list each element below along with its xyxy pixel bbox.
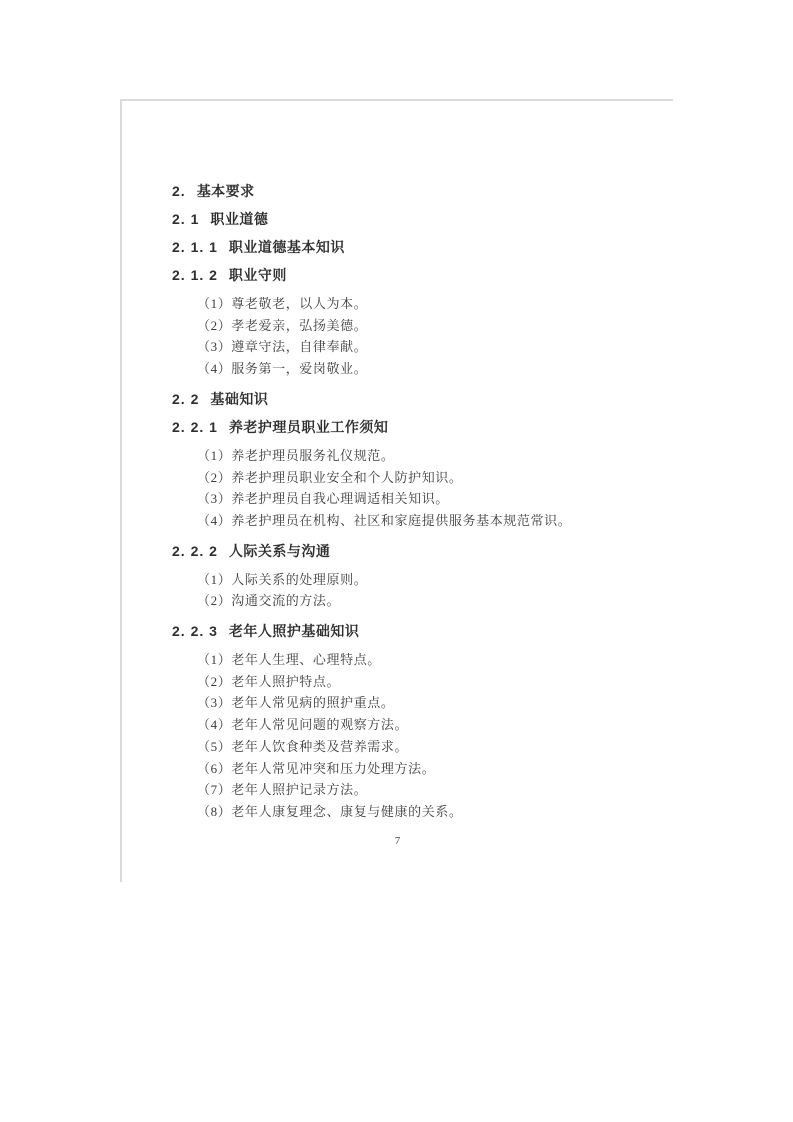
page-number: 7 — [394, 834, 401, 847]
section-heading — [122, 622, 673, 640]
list-item: （1）人际关系的处理原则。 — [197, 571, 368, 587]
list-item: （7）老年人照护记录方法。 — [197, 782, 368, 798]
section-title: 基础知识 — [210, 390, 269, 407]
numbered-list — [122, 649, 673, 823]
section-heading — [122, 390, 673, 408]
numbered-list — [122, 445, 673, 532]
list-item: （5）老年人饮食种类及营养需求。 — [197, 738, 409, 754]
section-number: 2. 2. 2 — [172, 542, 218, 559]
numbered-list — [122, 569, 673, 612]
list-item: （1）尊老敬老，以人为本。 — [197, 296, 368, 311]
list-item: （4）养老护理员在机构、社区和家庭提供服务基本规范常识。 — [197, 512, 572, 528]
document-content — [122, 101, 673, 823]
list-item: （2）孝老爱亲，弘扬美德。 — [197, 317, 368, 333]
section-heading — [122, 266, 673, 284]
section-number: 2. 2. 1 — [172, 418, 218, 435]
section-heading — [122, 238, 673, 256]
section-heading — [122, 542, 673, 560]
section-title: 职业道德基本知识 — [228, 239, 345, 255]
section-title: 养老护理员职业工作须知 — [228, 418, 389, 435]
list-item: （3）老年人常见病的照护重点。 — [197, 695, 395, 711]
section-number: 2. 1. 2 — [172, 267, 218, 283]
list-item: （8）老年人康复理念、康复与健康的关系。 — [197, 803, 463, 819]
document-page — [120, 99, 673, 882]
section-number: 2. 1 — [172, 211, 200, 227]
list-item: （3）遵章守法，自律奉献。 — [197, 339, 368, 355]
list-item: （1）养老护理员服务礼仪规范。 — [197, 447, 395, 463]
section-number: 2. 1. 1 — [172, 239, 218, 255]
section-heading — [122, 418, 673, 436]
list-item: （4）老年人常见问题的观察方法。 — [197, 717, 409, 733]
section-title: 基本要求 — [196, 183, 255, 199]
list-item: （2）沟通交流的方法。 — [197, 593, 341, 609]
list-item: （4）服务第一，爱岗敬业。 — [197, 361, 368, 377]
section-number: 2. 2. 3 — [172, 623, 218, 640]
list-item: （1）老年人生理、心理特点。 — [197, 652, 381, 668]
section-title: 职业道德 — [210, 211, 269, 227]
section-title: 职业守则 — [228, 267, 287, 283]
section-heading — [122, 210, 673, 228]
list-item: （3）养老护理员自我心理调适相关知识。 — [197, 491, 449, 507]
list-item: （2）老年人照护特点。 — [197, 673, 341, 689]
section-number: 2. 2 — [172, 390, 200, 407]
section-title: 老年人照护基础知识 — [228, 623, 360, 640]
numbered-list — [122, 293, 673, 380]
section-number: 2. — [172, 183, 186, 199]
list-item: （2）养老护理员职业安全和个人防护知识。 — [197, 469, 463, 485]
list-item: （6）老年人常见冲突和压力处理方法。 — [197, 760, 436, 776]
section-heading — [122, 182, 673, 200]
section-title: 人际关系与沟通 — [228, 542, 331, 559]
